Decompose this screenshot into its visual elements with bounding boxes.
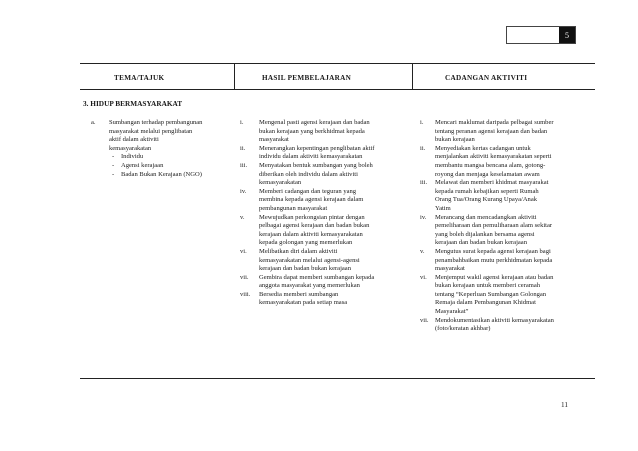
activity-item bbox=[420, 274, 596, 317]
activity-line: Yatim bbox=[435, 204, 451, 212]
outcome-line: Menyatakan bentuk sumbangan yang boleh bbox=[259, 161, 373, 169]
outcome-line: Gembira dapat memberi sumbangan kepada bbox=[259, 273, 375, 281]
activity-line: (foto/keratan akhbar) bbox=[435, 325, 491, 333]
outcome-item bbox=[240, 274, 412, 291]
subitem-text: Individu bbox=[121, 153, 144, 161]
outcome-item bbox=[240, 162, 412, 188]
outcome-item bbox=[240, 145, 412, 162]
activity-item bbox=[420, 145, 596, 179]
outcome-line: bukan kerajaan yang berkhidmat kepada bbox=[259, 127, 365, 135]
activity-marker: i. bbox=[420, 119, 424, 126]
activity-line: bukan kerajaan bbox=[435, 136, 475, 144]
activity-item bbox=[420, 317, 596, 334]
topic-subitem bbox=[112, 153, 231, 162]
outcome-item bbox=[240, 214, 412, 248]
outcome-line: membina kepada agensi kerajaan dalam bbox=[259, 196, 364, 204]
outcome-marker: vi. bbox=[240, 247, 247, 255]
outcome-line: Mewujudkan perkongsian pintar dengan bbox=[259, 213, 365, 221]
outcome-line: individu dalam aktiviti kemasyarakatan bbox=[259, 153, 363, 161]
activity-line: Mencari maklumat daripada pelbagai sumber bbox=[435, 119, 554, 126]
outcome-line: kemasyarakatan bbox=[259, 179, 302, 187]
topic-line: kemasyarakatan bbox=[109, 144, 152, 152]
header-cadangan-aktiviti: CADANGAN AKTIVITI bbox=[445, 74, 528, 82]
outcome-line: kerajaan dalam aktiviti kemasyarakatan bbox=[259, 230, 363, 238]
activity-item bbox=[420, 214, 596, 248]
activity-line: Orang Tua/Orang Kurang Upaya/Anak bbox=[435, 196, 538, 204]
outcome-item bbox=[240, 291, 412, 308]
subitem-dash: - bbox=[112, 161, 115, 169]
outcome-line: Memberi cadangan dan teguran yang bbox=[259, 187, 357, 195]
activity-marker: vii. bbox=[420, 316, 429, 324]
column-divider-2 bbox=[412, 64, 413, 90]
activities-column bbox=[420, 119, 596, 334]
page-number-box-value: 5 bbox=[559, 27, 575, 43]
outcome-marker: iii. bbox=[240, 161, 248, 169]
page-number-box bbox=[506, 26, 576, 44]
subitem-text: Agensi kerajaan bbox=[121, 161, 164, 169]
outcome-line: masyarakat bbox=[259, 136, 289, 144]
topic-line: masyarakat melalui penglibatan bbox=[109, 127, 193, 135]
activity-line: Menyediakan kertas cadangan untuk bbox=[435, 144, 531, 152]
outcome-item bbox=[240, 188, 412, 214]
activity-line: tentang peranan agensi kerajaan dan badan bbox=[435, 127, 548, 135]
subitem-dash: - bbox=[112, 153, 115, 161]
outcome-marker: viii. bbox=[240, 290, 251, 298]
activity-line: Mengutus surat kepada agensi kerajaan bagi bbox=[435, 247, 551, 255]
activity-line: menjalankan aktiviti kemasyarakatan seperti bbox=[435, 153, 552, 161]
activity-line: Menjemput wakil agensi kerajaan atau badan bbox=[435, 273, 554, 281]
footer-page-number: 11 bbox=[561, 401, 568, 409]
outcome-line: pelbagai agensi kerajaan dan badan bukan bbox=[259, 222, 370, 230]
outcome-line: Melibatkan diri dalam aktiviti bbox=[259, 247, 338, 255]
outcome-line: kemasyarakatan melalui agensi-agensi bbox=[259, 256, 360, 264]
activity-marker: v. bbox=[420, 247, 425, 255]
topic-item bbox=[91, 119, 231, 179]
activity-line: tentang “Keperluan Sumbangan Golongan bbox=[435, 290, 547, 298]
activity-line: bukan kerajaan untuk memberi ceramah bbox=[435, 282, 541, 290]
topic-line: aktif dalam aktiviti bbox=[109, 136, 159, 144]
outcome-marker: ii. bbox=[240, 144, 246, 152]
topic-subitem bbox=[112, 171, 231, 180]
table-bottom-border bbox=[80, 378, 595, 379]
activity-line: Mendokumentasikan aktiviti kemasyarakatan bbox=[435, 316, 554, 324]
activity-item bbox=[420, 248, 596, 274]
activity-marker: iii. bbox=[420, 179, 428, 187]
outcome-line: kerajaan dan badan bukan kerajaan bbox=[259, 265, 351, 273]
activity-marker: iv. bbox=[420, 213, 427, 221]
topic-line: Sumbangan terhadap pembangunan bbox=[109, 119, 203, 126]
outcome-line: pembangunan masyarakat bbox=[259, 204, 328, 212]
activity-line: Masyarakat” bbox=[435, 308, 469, 316]
activity-line: kerajaan dan badan bukan kerajaan bbox=[435, 239, 527, 247]
activity-line: Merancang dan mencadangkan aktiviti bbox=[435, 213, 537, 221]
activity-marker: ii. bbox=[420, 144, 426, 152]
outcome-line: Menerangkan kepentingan penglibatan aktif bbox=[259, 144, 375, 152]
activity-line: pemeliharaan dan pemuliharaan alam sekitar bbox=[435, 222, 553, 230]
column-divider-1 bbox=[234, 64, 235, 90]
outcome-marker: vii. bbox=[240, 273, 249, 281]
activity-item bbox=[420, 119, 596, 145]
subitem-dash: - bbox=[112, 170, 115, 178]
activity-line: masyarakat bbox=[435, 265, 465, 273]
outcome-marker: v. bbox=[240, 213, 245, 221]
topic-marker: a. bbox=[91, 119, 96, 126]
activity-line: kepada rumah kebajikan seperti Rumah bbox=[435, 187, 539, 195]
table-top-border bbox=[80, 63, 595, 64]
subitem-text: Badan Bukan Kerajaan (NGO) bbox=[121, 170, 202, 178]
outcome-line: diberikan oleh individu dalam aktiviti bbox=[259, 170, 358, 178]
outcomes-column bbox=[240, 119, 412, 308]
activity-line: royong dan menjaga keselamatan awam bbox=[435, 170, 540, 178]
section-title: 3. HIDUP BERMASYARAKAT bbox=[83, 99, 183, 108]
activity-line: membantu mangsa bencana alam, gotong- bbox=[435, 161, 546, 169]
activity-line: Remaja dalam Pembangunan Khidmat bbox=[435, 299, 536, 307]
outcome-item bbox=[240, 248, 412, 274]
outcome-line: kemasyarakatan pada setiap masa bbox=[259, 299, 348, 307]
outcome-item bbox=[240, 119, 412, 145]
topic-column bbox=[91, 119, 231, 179]
outcome-marker: i. bbox=[240, 119, 244, 126]
activity-item bbox=[420, 179, 596, 213]
activity-line: yang boleh dijalankan bersama agensi bbox=[435, 230, 535, 238]
header-tema-tajuk: TEMA/TAJUK bbox=[114, 74, 165, 82]
activity-line: Melawat dan memberi khidmat masyarakat bbox=[435, 179, 549, 187]
outcome-line: Mengenal pasti agensi kerajaan dan badan bbox=[259, 119, 370, 126]
page-number-box-blank bbox=[507, 27, 559, 43]
outcome-line: kepada golongan yang memerlukan bbox=[259, 239, 353, 247]
outcome-line: Bersedia memberi sumbangan bbox=[259, 290, 339, 298]
activity-marker: vi. bbox=[420, 273, 427, 281]
topic-subitem bbox=[112, 162, 231, 171]
activity-line: penambahbaikan mutu perkhidmatan kepada bbox=[435, 256, 553, 264]
outcome-line: anggota masyarakat yang memerlukan bbox=[259, 282, 360, 290]
outcome-marker: iv. bbox=[240, 187, 247, 195]
header-bottom-border bbox=[80, 89, 595, 90]
header-hasil-pembelajaran: HASIL PEMBELAJARAN bbox=[262, 74, 352, 82]
